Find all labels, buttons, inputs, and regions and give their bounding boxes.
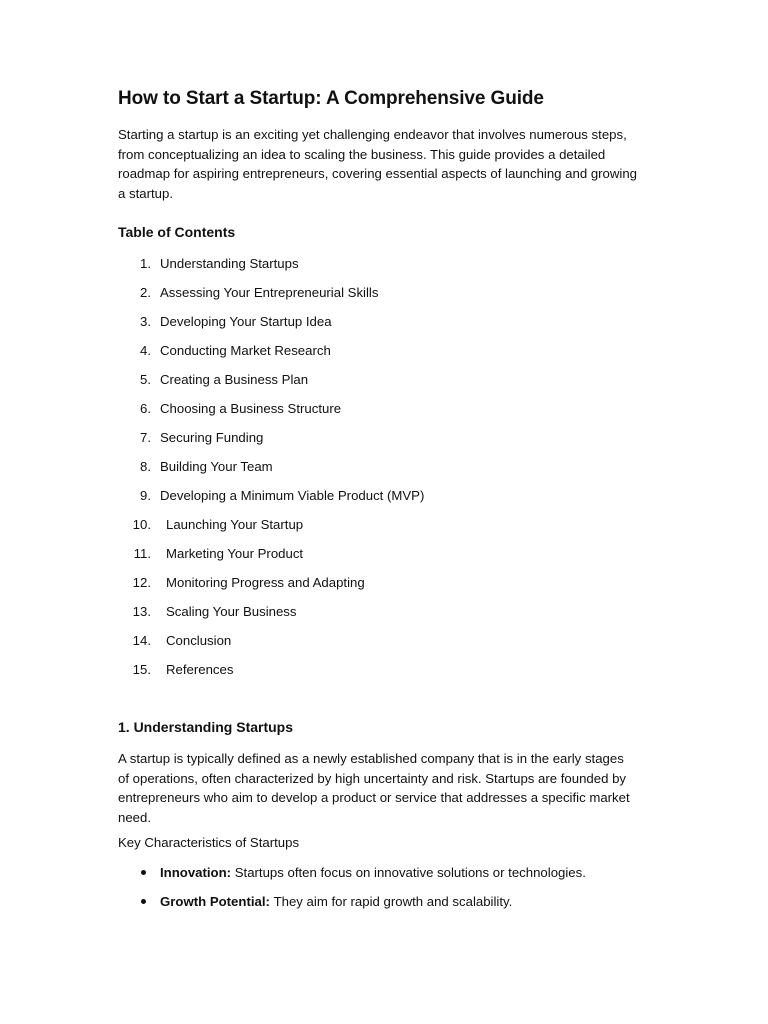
bullet-text: They aim for rapid growth and scalability.	[273, 894, 513, 909]
bullet-icon	[141, 899, 146, 904]
toc-label: Developing Your Startup Idea	[160, 314, 332, 329]
toc-number: 8.	[140, 459, 151, 474]
section-paragraph: A startup is typically defined as a newly established company that is in the early stages of operations, often characterized by high uncertainty and risk. Startups are founded by entrepreneurs who aim to develop a product or service that addresses a specific market need.	[118, 751, 630, 825]
toc-number: 2.	[140, 285, 151, 300]
toc-label: Conducting Market Research	[160, 343, 331, 358]
toc-label: Developing a Minimum Viable Product (MVP)	[160, 488, 425, 503]
bullet-text: Startups often focus on innovative solutions or technologies.	[234, 865, 586, 880]
toc-label: Assessing Your Entrepreneurial Skills	[160, 285, 379, 300]
toc-number: 6.	[140, 401, 151, 416]
bullet-icon	[141, 870, 146, 875]
toc-label: Marketing Your Product	[166, 546, 304, 561]
toc-number: 11.	[133, 546, 151, 561]
toc-label: Conclusion	[166, 633, 232, 648]
toc-label: Scaling Your Business	[166, 604, 297, 619]
toc-number: 10.	[132, 517, 151, 532]
toc-number: 9.	[140, 488, 151, 503]
toc-heading: Table of Contents	[118, 224, 236, 240]
toc-label: Launching Your Startup	[166, 517, 304, 532]
toc-label: Building Your Team	[160, 459, 273, 474]
toc-label: Understanding Startups	[160, 256, 299, 271]
bullet-term: Growth Potential:	[160, 894, 270, 909]
toc-number: 3.	[140, 314, 151, 329]
toc-label: Creating a Business Plan	[160, 372, 309, 387]
section-heading: 1. Understanding Startups	[118, 719, 294, 735]
toc-label: References	[166, 662, 234, 677]
toc-label: Monitoring Progress and Adapting	[166, 575, 365, 590]
toc-number: 12.	[132, 575, 151, 590]
section-subheading: Key Characteristics of Startups	[118, 835, 300, 850]
toc-number: 13.	[132, 604, 151, 619]
toc-label: Securing Funding	[160, 430, 264, 445]
bullet-term: Innovation:	[160, 865, 232, 880]
page-title: How to Start a Startup: A Comprehensive Guide	[118, 88, 544, 109]
toc-number: 5.	[140, 372, 151, 387]
toc-number: 15.	[132, 662, 151, 677]
toc-number: 4.	[140, 343, 151, 358]
intro-paragraph: Starting a startup is an exciting yet challenging endeavor that involves numerous steps, from conceptualizing an idea to scaling the business. This guide provides a detailed roadmap for aspiring entrepreneurs, covering essential aspects of launching and growing a startup.	[118, 127, 638, 201]
toc-number: 1.	[140, 256, 151, 271]
toc-number: 7.	[140, 430, 151, 445]
toc-label: Choosing a Business Structure	[160, 401, 342, 416]
toc-number: 14.	[132, 633, 151, 648]
